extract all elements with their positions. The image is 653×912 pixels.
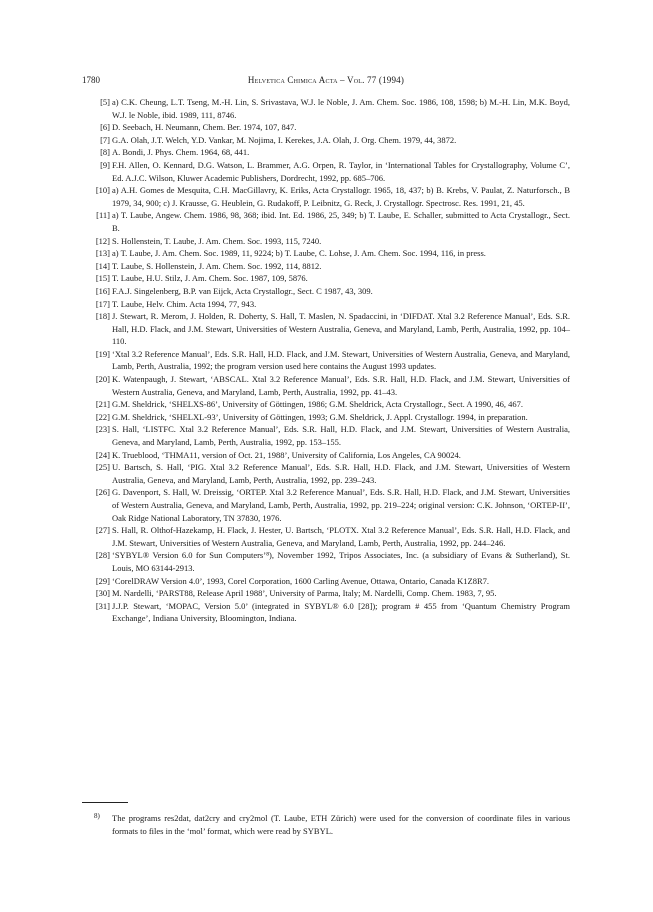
reference-item [82,449,570,462]
reference-text: ‘SYBYL® Version 6.0 for Sun Computers’⁸), November 1992, Tripos Associates, Inc. (a subsidiary of Evans & Sutherland), St. Louis, MO 63144-2913. [112,550,570,573]
reference-item [82,260,570,273]
reference-number: [21] [95,399,110,410]
page-number: 1780 [82,75,100,85]
reference-item [82,549,570,574]
reference-number: [9] [100,159,110,170]
reference-text: K. Trueblood, ‘THMA11, version of Oct. 21, 1988’, University of California, Los Angeles, CA 90024. [112,449,461,460]
reference-text: G.M. Sheldrick, ‘SHELXS-86’, University of Göttingen, 1986; G.M. Sheldrick, Acta Crystallogr., Sect. A 1990, 46, 467. [112,399,524,410]
reference-item [82,423,570,448]
reference-number: [22] [95,411,110,422]
reference-item [82,575,570,588]
reference-item [82,411,570,424]
reference-number: [12] [95,235,110,246]
reference-number: [27] [95,525,110,536]
reference-item [82,600,570,625]
reference-item [82,486,570,524]
reference-text: S. Hall, ‘LISTFC. Xtal 3.2 Reference Manual’, Eds. S.R. Hall, H.D. Flack, and J.M. Stewart, Universities of Western Australia, Geneva, and Maryland, Lamb, Perth, Australia, 1992, pp. 153–155. [112,424,570,448]
reference-text: F.A.J. Singelenberg, B.P. van Eijck, Acta Crystallogr., Sect. C 1987, 43, 309. [112,285,373,296]
reference-number: [29] [95,575,110,586]
reference-item [82,310,570,348]
reference-item [82,209,570,234]
reference-text: J. Stewart, R. Merom, J. Holden, R. Doherty, S. Hall, T. Maslen, N. Spadaccini, in ‘DIFDAT. Xtal 3.2 Reference Manual’, Eds. S.R. Hall, H.D. Flack, and J.M. Stewart, Universities of Western Australia, Geneva, and Maryland, Lamb, Perth, Australia, 1992, pp. 104–110. [112,311,570,347]
reference-text: a) T. Laube, Angew. Chem. 1986, 98, 368; ibid. Int. Ed. 1986, 25, 349; b) T. Laube, E. Schaller, submitted to Acta Crystallogr., Sect. B. [112,210,570,233]
reference-text: G.M. Sheldrick, ‘SHELXL-93’, University of Göttingen, 1993; G.M. Sheldrick, J. Appl. Crystallogr. 1994, in preparation. [112,411,528,422]
reference-number: [30] [95,588,110,599]
reference-text: T. Laube, S. Hollenstein, J. Am. Chem. Soc. 1992, 114, 8812. [112,260,322,271]
reference-number: [6] [100,122,110,133]
footnote [82,812,570,837]
reference-number: [16] [95,285,110,296]
reference-number: [18] [95,311,110,322]
reference-item [82,272,570,285]
reference-item [82,298,570,311]
reference-item [82,235,570,248]
reference-text: D. Seebach, H. Neumann, Chem. Ber. 1974, 107, 847. [112,122,297,133]
reference-text: a) T. Laube, J. Am. Chem. Soc. 1989, 11, 9224; b) T. Laube, C. Lohse, J. Am. Chem. Soc. 1994, 116, in press. [112,248,486,259]
reference-item [82,247,570,260]
journal-header: Helvetica Chimica Acta – Vol. 77 (1994) [247,75,405,85]
reference-item [82,461,570,486]
reference-text: U. Bartsch, S. Hall, ‘PIG. Xtal 3.2 Reference Manual’, Eds. S.R. Hall, H.D. Flack, and J.M. Stewart, Universities of Western Australia, Geneva, and Maryland, Lamb, Perth, Australia, 1992, pp. 239–243. [112,462,570,485]
reference-item [82,96,570,121]
reference-number: [20] [95,374,110,385]
reference-text: a) A.H. Gomes de Mesquita, C.H. MacGillavry, K. Eriks, Acta Crystallogr. 1965, 18, 437; b) B. Krebs, V. Paulat, Z. Naturforsch., B 1979, 34, 900; c) J. Krausse, G. Heublein, G. Rudakoff, P. Leibnitz, G. Reck, J. Crystallogr. Spectrosc. Res. 1991, 21, 45. [112,185,570,208]
reference-item [82,159,570,184]
reference-text: S. Hollenstein, T. Laube, J. Am. Chem. Soc. 1993, 115, 7240. [112,235,322,246]
reference-number: [7] [100,134,110,145]
reference-number: [23] [95,424,110,435]
reference-text: J.J.P. Stewart, ‘MOPAC, Version 5.0’ (integrated in SYBYL® 6.0 [28]); program # 455 from ‘Quantum Chemistry Program Exchange’, Indiana University, Bloomington, Indiana. [112,600,570,624]
reference-text: G. Davenport, S. Hall, W. Dreissig, ‘ORTEP. Xtal 3.2 Reference Manual’, Eds. S.R. Hall, H.D. Flack, and J.M. Stewart, Universities of Western Australia, Geneva, and Maryland, Lamb, Perth, Australia, 1992, pp. 219–224; original version: C.K. Johnson, ‘ORTEP-II’, Oak Ridge National Laboratory, TN 37830, 1976. [112,487,570,523]
reference-item [82,134,570,147]
reference-text: M. Nardelli, ‘PARST88, Release April 1988’, University of Parma, Italy; M. Nardelli, Comp. Chem. 1983, 7, 95. [112,588,497,599]
footnote-marker: 8) [94,812,100,820]
reference-number: [8] [100,147,110,158]
reference-item [82,348,570,373]
reference-number: [17] [95,298,110,309]
reference-number: [14] [95,260,110,271]
reference-number: [5] [100,97,110,107]
reference-item [82,121,570,134]
reference-number: [25] [95,462,110,473]
running-header [82,73,570,87]
reference-number: [31] [95,600,110,611]
reference-text: F.H. Allen, O. Kennard, D.G. Watson, L. Brammer, A.G. Orpen, R. Taylor, in ‘International Tables for Crystallography, Volume C’, Ed. A.J.C. Wilson, Kluwer Academic Publishers, Dordrecht, 1992, pp. 685–706. [112,159,570,183]
reference-item [82,587,570,600]
reference-item [82,146,570,159]
reference-number: [19] [95,348,110,359]
reference-list [82,96,570,625]
reference-number: [13] [95,248,110,259]
reference-text: ‘Xtal 3.2 Reference Manual’, Eds. S.R. Hall, H.D. Flack, and J.M. Stewart, Universities of Western Australia, Geneva, and Maryland, Lamb, Perth, Australia, 1992; the program version used here contains the August 1993 updates. [112,348,570,372]
footnote-text: The programs res2dat, dat2cry and cry2mol (T. Laube, ETH Zürich) were used for the conversion of coordinate files in various formats to files in the ‘mol’ format, which were read by SYBYL. [112,813,570,836]
reference-text: ‘CorelDRAW Version 4.0’, 1993, Corel Corporation, 1600 Carling Avenue, Ottawa, Ontario, Canada K1Z8R7. [112,575,490,586]
reference-number: [11] [96,210,110,221]
reference-text: G.A. Olah, J.T. Welch, Y.D. Vankar, M. Nojima, I. Kerekes, J.A. Olah, J. Org. Chem. 1979, 44, 3872. [112,134,457,145]
reference-number: [28] [95,550,110,561]
reference-text: S. Hall, R. Olthof-Hazekamp, H. Flack, J. Hester, U. Bartsch, ‘PLOTX. Xtal 3.2 Reference Manual’, Eds. S.R. Hall, H.D. Flack, and J.M. Stewart, Universities of Western Australia, Geneva, and Maryland, Lamb, Perth, Australia, 1992, pp. 244–246. [112,525,570,548]
footnote-divider [82,802,128,803]
reference-text: T. Laube, H.U. Stilz, J. Am. Chem. Soc. 1987, 109, 5876. [112,273,308,284]
reference-text: T. Laube, Helv. Chim. Acta 1994, 77, 943. [112,298,257,309]
reference-number: [26] [95,487,110,498]
reference-number: [15] [95,273,110,284]
reference-number: [24] [95,449,110,460]
reference-text: a) C.K. Cheung, L.T. Tseng, M.-H. Lin, S. Srivastava, W.J. le Noble, J. Am. Chem. Soc. 1986, 108, 1598; b) M.-H. Lin, M.K. Boyd, W.J. le Noble, ibid. 1989, 111, 8746. [112,97,570,120]
reference-text: A. Bondi, J. Phys. Chem. 1964, 68, 441. [112,147,250,158]
reference-text: K. Watenpaugh, J. Stewart, ‘ABSCAL. Xtal 3.2 Reference Manual’, Eds. S.R. Hall, H.D. Flack, and J.M. Stewart, Universities of Western Australia, Geneva, and Maryland, Lamb, Perth, Australia, 1992, pp. 41–43. [112,374,570,397]
reference-item [82,285,570,298]
reference-item [82,184,570,209]
reference-item [82,398,570,411]
reference-item [82,373,570,398]
reference-item [82,524,570,549]
reference-number: [10] [95,185,110,196]
